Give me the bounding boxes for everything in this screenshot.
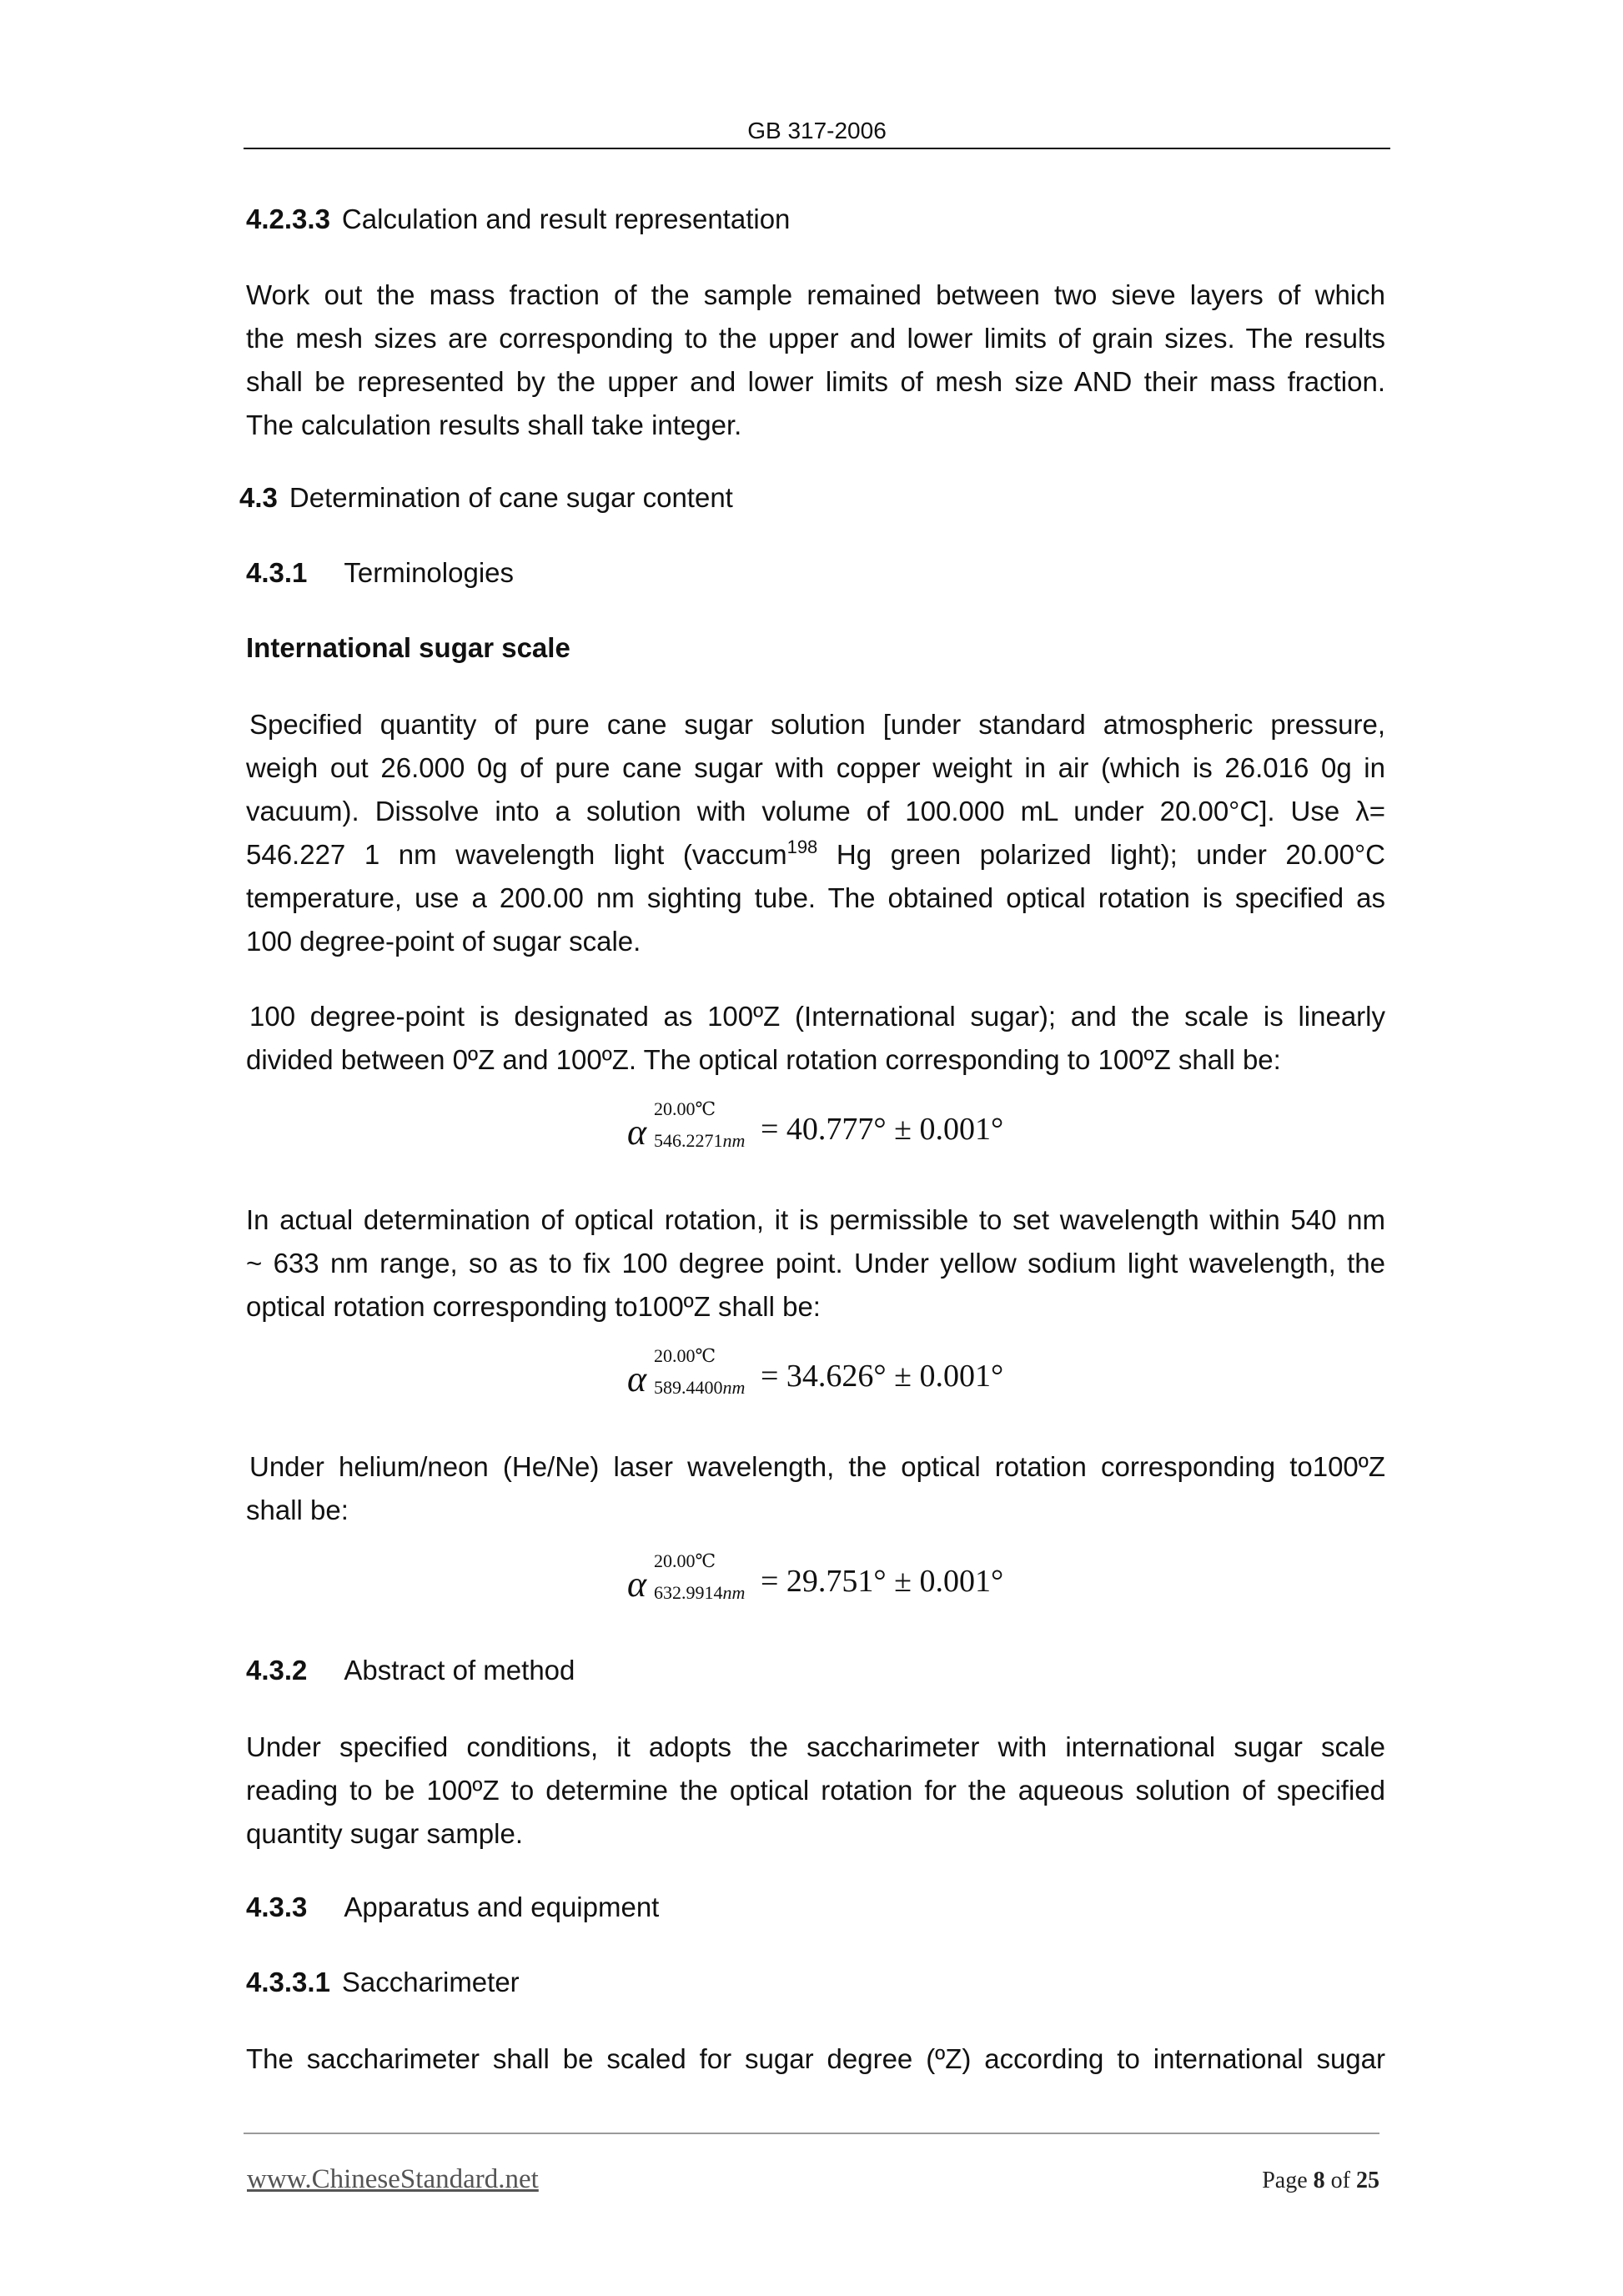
text-line: Specified quantity of pure cane sugar solution [under standard atmospheric pressure, (249, 709, 1385, 740)
paragraph-degree-point (246, 995, 1385, 1082)
text-line: quantity sugar sample. (246, 1818, 524, 1849)
section-title: Apparatus and equipment (344, 1892, 660, 1922)
formula-wavelength (654, 1583, 745, 1603)
text-line: shall be represented by the upper and lower limits of mesh size AND their mass fraction. (246, 366, 1385, 397)
footer-site-link[interactable]: www.ChineseStandard.net (247, 2164, 539, 2194)
text-line: Under helium/neon (He/Ne) laser wavelength, the optical rotation corresponding to100ºZ (249, 1451, 1385, 1482)
text-line: reading to be 100ºZ to determine the optical rotation for the aqueous solution of specified (246, 1775, 1385, 1806)
formula-wavelength (654, 1378, 745, 1398)
text-line: Work out the mass fraction of the sample remained between two sieve layers of which (246, 279, 1385, 310)
text-line: optical rotation corresponding to100ºZ shall be: (246, 1291, 821, 1322)
wavelength-value: 589.4400 (654, 1377, 723, 1398)
text-line: ~ 633 nm range, so as to fix 100 degree point. Under yellow sodium light wavelength, the (246, 1248, 1385, 1279)
section-heading-433 (246, 1891, 1385, 1924)
term-title: International sugar scale (246, 632, 570, 663)
formula-temperature: 20.00℃ (654, 1345, 716, 1366)
text-line: Under specified conditions, it adopts the saccharimeter with international sugar scale (246, 1731, 1385, 1762)
formula-sodium-light (627, 1346, 1011, 1404)
text-line: The saccharimeter shall be scaled for sugar degree (ºZ) according to international sugar (246, 2043, 1385, 2074)
formula-wavelength (654, 1131, 745, 1151)
section-title: Saccharimeter (341, 1967, 520, 1997)
text-line-with-superscript (246, 833, 1385, 877)
alpha-symbol: α (627, 1359, 647, 1399)
section-title: Determination of cane sugar content (289, 482, 733, 513)
section-heading-43 (239, 481, 1379, 515)
section-number: 4.3.3 (246, 1892, 308, 1922)
text-line: 100 degree-point of sugar scale. (246, 926, 641, 957)
section-heading-4331 (246, 1966, 1385, 1999)
isotope-superscript: 198 (786, 837, 818, 857)
section-number: 4.3.1 (246, 557, 308, 588)
section-title: Abstract of method (344, 1655, 575, 1686)
section-number: 4.3.3.1 (246, 1967, 330, 1997)
paragraph-saccharimeter (246, 2037, 1385, 2081)
wavelength-unit: nm (722, 1130, 746, 1151)
footer-rule (244, 2133, 1379, 2134)
formula-he-ne-laser (627, 1551, 1011, 1610)
section-number: 4.2.3.3 (246, 203, 330, 234)
wavelength-unit: nm (722, 1582, 746, 1603)
formula-green-light (627, 1099, 1011, 1158)
text-line: the mesh sizes are corresponding to the upper and lower limits of grain sizes. The results (246, 323, 1385, 354)
paragraph-actual-determination (246, 1198, 1385, 1329)
section-title: Terminologies (344, 557, 514, 588)
page-label: Page (1262, 2168, 1308, 2193)
wavelength-value: 546.2271 (654, 1130, 723, 1151)
text-line: In actual determination of optical rotation, it is permissible to set wavelength within 540 nm (246, 1204, 1385, 1235)
total-pages: 25 (1356, 2168, 1379, 2193)
formula-value: = 34.626° ± 0.001° (761, 1359, 1004, 1394)
section-title: Calculation and result representation (341, 203, 791, 234)
section-number: 4.3.2 (246, 1655, 308, 1686)
formula-temperature: 20.00℃ (654, 1550, 716, 1571)
section-heading-4233 (246, 203, 1385, 236)
text-line: divided between 0ºZ and 100ºZ. The optical rotation corresponding to 100ºZ shall be: (246, 1044, 1281, 1075)
formula-value: = 29.751° ± 0.001° (761, 1564, 1004, 1599)
paragraph-abstract (246, 1726, 1385, 1856)
text-line: weigh out 26.000 0g of pure cane sugar with copper weight in air (which is 26.016 0g in (246, 752, 1385, 783)
paragraph-sugar-scale-definition (246, 703, 1385, 963)
text-fragment: 546.227 1 nm wavelength light (vaccum (246, 839, 787, 870)
wavelength-value: 632.9914 (654, 1582, 723, 1603)
section-heading-432 (246, 1654, 1385, 1687)
current-page: 8 (1313, 2168, 1325, 2193)
formula-value: = 40.777° ± 0.001° (761, 1112, 1004, 1147)
text-fragment: Hg green polarized light); under 20.00°C (817, 839, 1385, 870)
wavelength-unit: nm (722, 1377, 746, 1398)
text-line: shall be: (246, 1495, 349, 1525)
text-line: 100 degree-point is designated as 100ºZ (International sugar); and the scale is linearly (249, 1001, 1385, 1032)
formula-temperature: 20.00℃ (654, 1098, 716, 1119)
header-rule (244, 148, 1390, 149)
page-number (1262, 2167, 1379, 2195)
section-heading-431 (246, 556, 1385, 590)
paragraph-helium-neon (246, 1445, 1385, 1532)
alpha-symbol: α (627, 1112, 647, 1153)
text-line: The calculation results shall take integer. (246, 409, 742, 440)
paragraph-result-representation (246, 274, 1385, 447)
text-line: vacuum). Dissolve into a solution with volume of 100.000 mL under 20.00°C]. Use λ= (246, 796, 1385, 826)
alpha-symbol: α (627, 1564, 647, 1605)
section-number: 4.3 (239, 482, 278, 513)
of-label: of (1330, 2168, 1350, 2193)
text-line: temperature, use a 200.00 nm sighting tube. The obtained optical rotation is specified as (246, 882, 1385, 913)
running-header: GB 317-2006 (747, 118, 887, 143)
